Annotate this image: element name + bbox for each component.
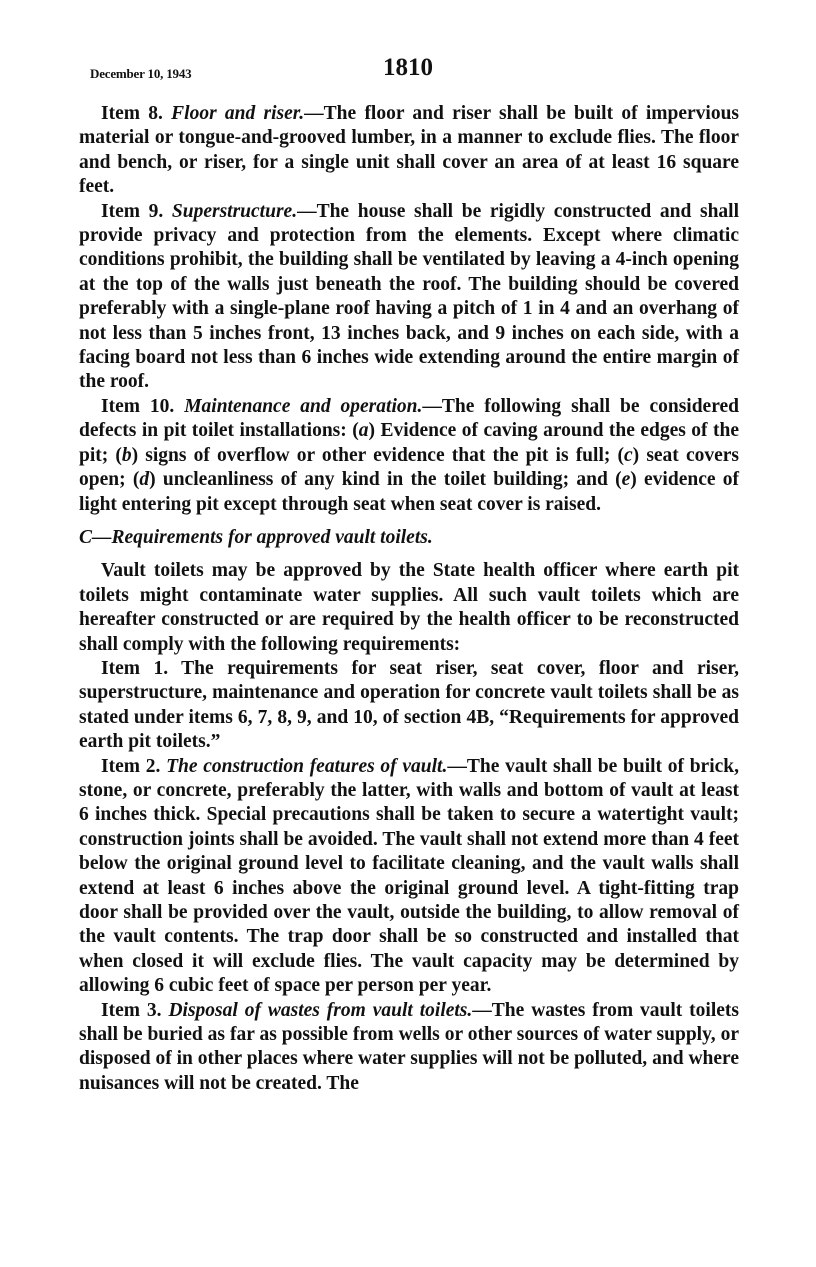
item-9-title: Superstructure. — [171, 200, 298, 222]
item-10-text-f: ) evidence of light entering pit except through seat when seat cover is raised. — [79, 469, 740, 515]
section-c-heading: C—Requirements for approved vault toilets. — [79, 526, 433, 548]
c-item-2-title: The construction features of vault. — [166, 755, 448, 777]
item-10-text-b: ) Evidence of caving around the edges of the pit; ( — [79, 420, 740, 466]
c-item-2-text: —The vault shall be built of brick, stone, or concrete, preferably the latter, with walls and bottom of vault at least 6 inches thick. Special precautions shall be taken to secure a watertight vault; construction joints shall be avoided. The vault shall not extend more than 4 feet below the original ground level to facilitate cleaning, and the vault walls shall extend at least 6 inches above the original ground level. A tight-fitting trap door shall be provided over the vault, outside the building, to allow removal of the vault contents. The trap door shall be so constructed and installed that when closed it will exclude flies. The vault capacity may be determined by allowing 6 cubic feet of space per person per year. — [79, 755, 740, 997]
item-8-title: Floor and riser. — [171, 103, 305, 124]
c-item-2-paragraph — [79, 755, 739, 999]
item-9-lead: Item 9. — [101, 200, 172, 222]
item-9-paragraph — [79, 200, 739, 395]
item-8-paragraph — [79, 102, 739, 200]
item-10-marker-b: b — [121, 444, 132, 466]
item-10-text-a: —The following shall be considered defects in pit toilet installations: ( — [79, 395, 740, 442]
item-10-text-c: ) signs of overflow or other evidence that the pit is full; ( — [131, 444, 625, 466]
c-item-2-lead: Item 2. — [101, 755, 167, 777]
item-10-lead: Item 10. — [101, 395, 185, 417]
item-10-text-e: ) uncleanliness of any kind in the toilet building; and ( — [149, 469, 622, 491]
item-10-marker-d: d — [139, 469, 150, 491]
header-date: December 10, 1943 — [90, 66, 192, 81]
c-item-3-title: Disposal of wastes from vault toilets. — [168, 999, 473, 1021]
item-10-marker-a: a — [358, 420, 369, 442]
item-10-text-d: ) seat covers open; ( — [79, 444, 740, 491]
page-number: 1810 — [383, 54, 433, 81]
item-10-paragraph — [79, 395, 739, 517]
section-c-intro: Vault toilets may be approved by the State health officer where earth pit toilets might contaminate water supplies. All such vault toilets which are hereafter constructed or are required by the health officer to be reconstructed shall comply with the following requirements: — [79, 560, 739, 655]
c-item-3-lead: Item 3. — [101, 999, 169, 1021]
item-8-lead: Item 8. — [101, 103, 172, 124]
c-item-3-paragraph — [79, 999, 739, 1097]
item-8-text: —The floor and riser shall be built of impervious material or tongue-and-grooved lumber, in a manner to exclude flies. The floor and bench, or riser, for a single unit shall cover an area of at least 16 square feet. — [79, 103, 740, 198]
item-10-marker-e: e — [621, 469, 631, 491]
item-10-title: Maintenance and operation. — [184, 395, 423, 417]
document-body — [79, 102, 739, 1096]
item-9-text: —The house shall be rigidly constructed and shall provide privacy and protection from the elements. Except where climatic conditions prohibit, the building shall be ventilated by leaving a 4-inch opening at the top of the walls just beneath the roof. The building should be covered preferably with a single-plane roof having a pitch of 1 in 4 and an overhang of not less than 5 inches front, 13 inches back, and 9 inches on each side, with a facing board not less than 6 inches wide extending around the entire margin of the roof. — [79, 200, 740, 393]
c-item-3-text: —The wastes from vault toilets shall be buried as far as possible from wells or other sources of water supply, or disposed of in other places where water supplies will not be polluted, and where nuisances will not be created. The — [79, 999, 739, 1094]
item-10-marker-c: c — [624, 444, 633, 466]
c-item-1-paragraph: Item 1. The requirements for seat riser, seat cover, floor and riser, superstructure, maintenance and operation for concrete vault toilets shall be as stated under items 6, 7, 8, 9, and 10, of section 4B, “Requirements for approved earth pit toilets.” — [79, 657, 739, 753]
